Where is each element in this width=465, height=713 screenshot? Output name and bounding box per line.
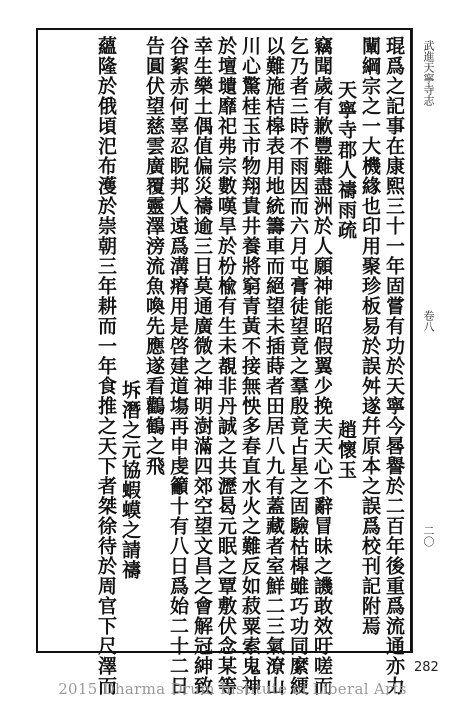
page-number: 282 <box>414 660 439 675</box>
text-column-10: 告圓伏望慈雲廣覆靈澤滂流魚喚先應遂看鸛鶴之飛 <box>143 36 165 476</box>
book-title: 武進天寧寺志 <box>422 40 435 106</box>
text-column-8: 幸生樂土偶值偏災禱逾三日莫通廣微之神明澍滿四郊空望文昌之會解冠紳致 <box>191 36 213 696</box>
text-column-6: 川心驚桂玉市物翔貴井養將窮青黃不接無怏多春直水火之難反如菽粟索鬼神 <box>239 36 261 696</box>
text-column-12: 蘊隆於俄頃汜布濩於崇朝三年耕而一年食推之天下者桀徐待於周官下尺澤而 <box>95 36 117 696</box>
text-column-9: 谷絮赤何辜忍睨邦人遠爲溝瘠用是啓建道塲再申虔籲十有八日爲始二十二日 <box>167 36 189 696</box>
watermark: 2015 Dharma Drum Institute of Liberal Arts <box>58 680 407 698</box>
text-column-4: 乞乃者三時不雨因而六月屯膏徒望竟之羣殷竟占星之固驗枯槹雖巧功同縻綆 <box>287 36 309 696</box>
text-column-1: 琨爲之記事在康熙三十一年固嘗有功於天寧今晷譽於二百年後重爲流通亦力 <box>383 36 405 696</box>
folio-number: 二〇 <box>422 525 435 547</box>
author-name: 趙懷玉 <box>335 420 357 480</box>
text-column-7: 於壇壝靡祀弗宗數嘆旱於枌楡有生未覩非丹誠之共瀝曷元眠之覃敷伏念某等 <box>215 36 237 696</box>
text-column-2: 闡綱宗之一大機緣也印用聚珍板易於誤舛遂幷原本之誤爲校刊記附焉 <box>359 36 381 636</box>
text-column-11: 坼潛之元協蝦蟆之請禱 <box>119 380 141 580</box>
margin-rule <box>412 28 413 653</box>
text-column-5: 以難施桔槔表用地統籌車而絕望未插蒔者田居八九有蓋藏者室鮮二三氣潦山 <box>263 36 285 696</box>
essay-title: 天寧寺郡人禱雨疏 <box>335 80 357 240</box>
volume-label: 卷八 <box>422 310 435 332</box>
text-column-3: 竊聞歲有歉豐難盡洲於人願神能昭假翼少挽夫天心不辭冒昧之譏敢效吁嗟而 <box>311 36 333 696</box>
